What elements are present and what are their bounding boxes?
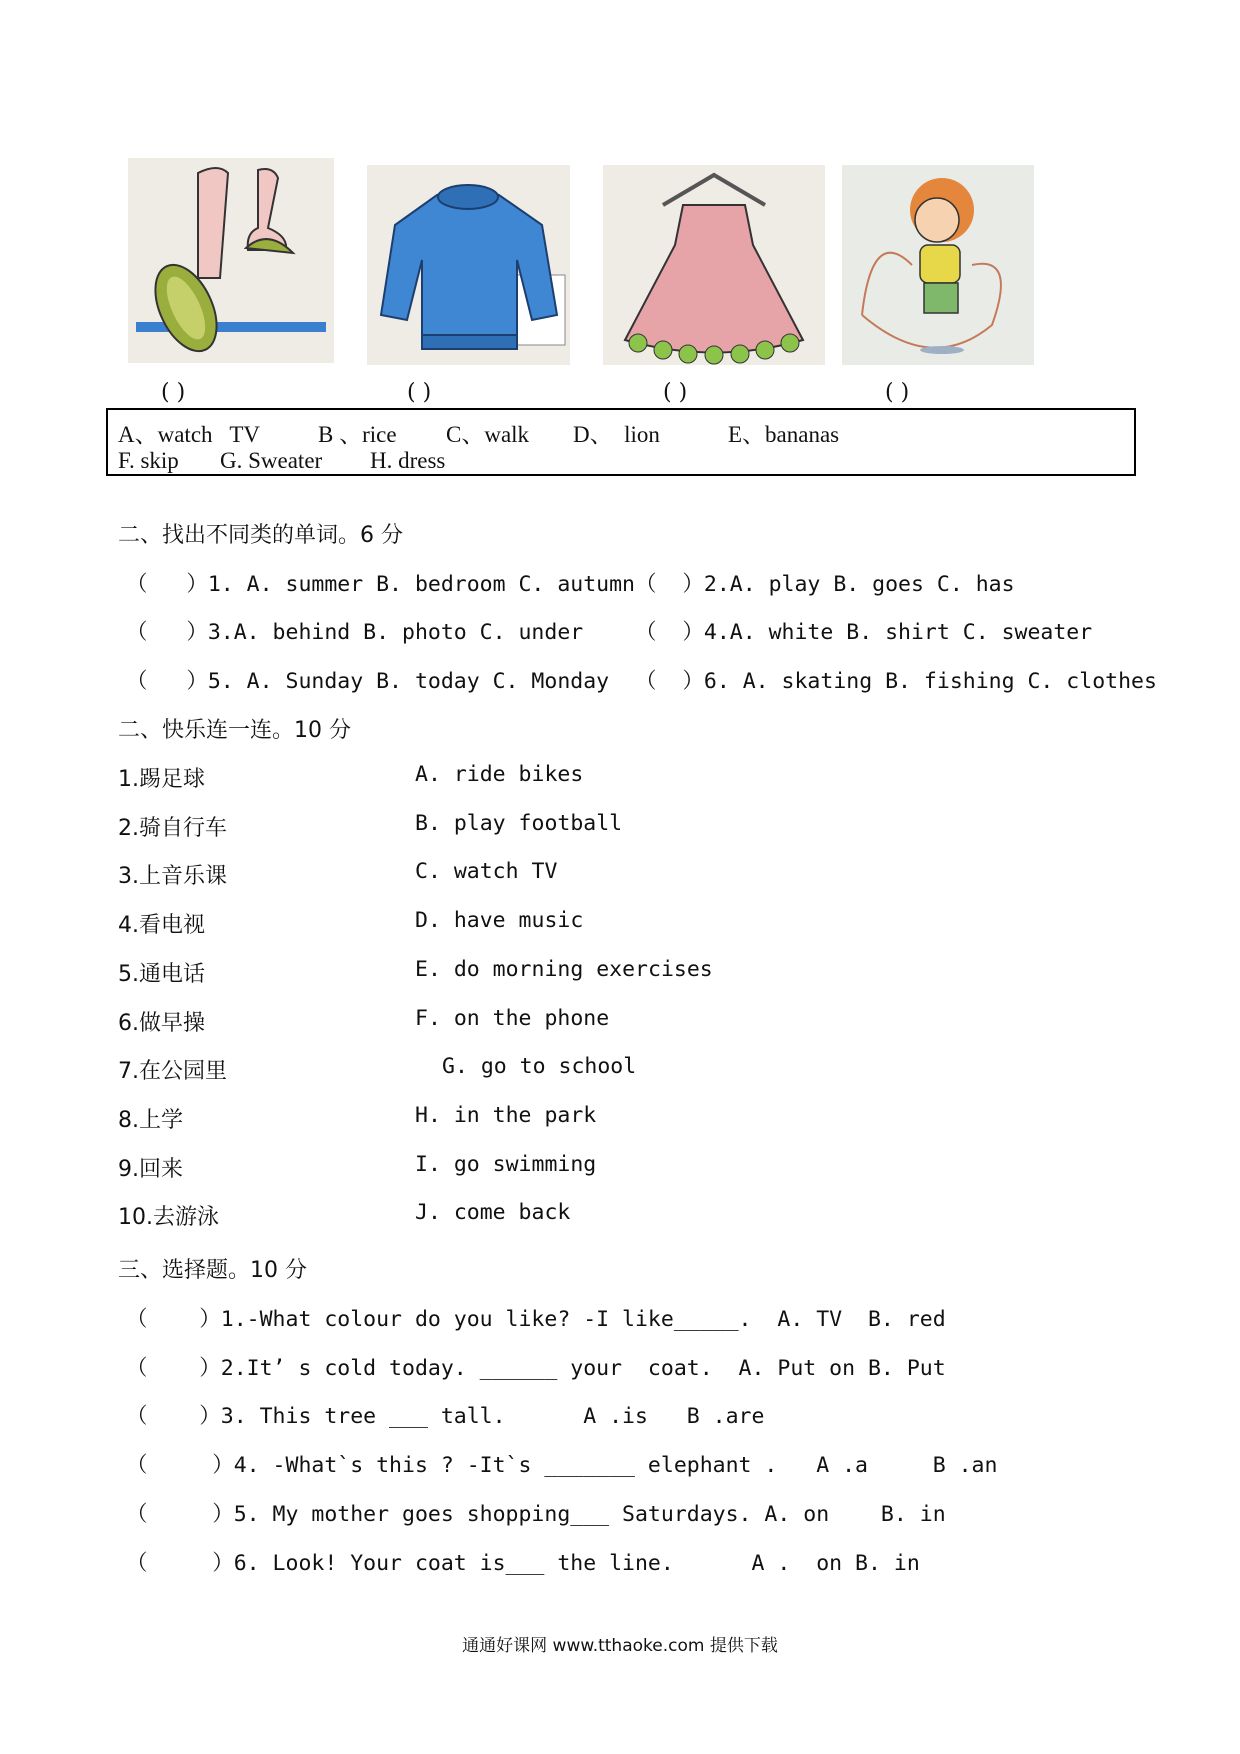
dress-picture: [603, 165, 825, 365]
matching-english-item[interactable]: D. have music: [415, 908, 584, 934]
option-g: G. Sweater: [220, 448, 323, 473]
matching-chinese-item[interactable]: 5.通电话: [118, 961, 205, 987]
matching-english-item[interactable]: E. do morning exercises: [415, 956, 713, 982]
option-f: F. skip: [118, 448, 179, 473]
option-e: E、bananas: [728, 422, 840, 447]
odd-one-out-line-2[interactable]: （ ）3.A. behind B. photo C. under （ ）4.A. white B. shirt C. sweater: [126, 620, 1093, 645]
matching-chinese-item[interactable]: 3.上音乐课: [118, 864, 227, 890]
dress-icon: [603, 165, 825, 365]
picture-answer-1[interactable]: ( ): [161, 380, 186, 405]
matching-english-item[interactable]: C. watch TV: [415, 859, 558, 885]
matching-chinese-item[interactable]: 9.回来: [118, 1156, 183, 1182]
feet-walking-picture: [128, 158, 334, 363]
option-h: H. dress: [370, 448, 446, 473]
odd-one-out-line-1[interactable]: （ ）1. A. summer B. bedroom C. autumn（ ）2.A. play B. goes C. has: [126, 572, 1015, 597]
sweater-icon: [367, 165, 570, 365]
choice-question-2[interactable]: （ ）2.It’ s cold today. ______ your coat. A. Put on B. Put: [126, 1356, 946, 1381]
matching-english-item[interactable]: A. ride bikes: [415, 762, 584, 787]
matching-chinese-item[interactable]: 1.踢足球: [118, 767, 205, 792]
choice-question-1[interactable]: （ ）1.-What colour do you like? -I like_____. A. TV B. red: [126, 1307, 946, 1332]
option-c: C、walk: [446, 422, 530, 447]
picture-answer-2[interactable]: ( ): [407, 380, 432, 405]
choice-question-6[interactable]: （ ）6. Look! Your coat is___ the line. A . on B. in: [126, 1551, 920, 1576]
section-matching-heading: 二、快乐连一连。10 分: [118, 718, 351, 743]
matching-chinese-item[interactable]: 2.骑自行车: [118, 815, 227, 841]
girl-skipping-picture: [842, 165, 1034, 365]
matching-english-item[interactable]: H. in the park: [415, 1102, 597, 1128]
feet-walking-icon: [128, 158, 334, 363]
matching-english-item[interactable]: J. come back: [415, 1200, 571, 1226]
section-odd-one-out-heading: 二、找出不同类的单词。6 分: [118, 523, 403, 548]
word-options-box: [106, 408, 1136, 476]
picture-answer-row: [0, 380, 1240, 410]
matching-chinese-item[interactable]: 10.去游泳: [118, 1205, 219, 1231]
picture-answer-3[interactable]: ( ): [663, 380, 688, 405]
matching-chinese-item[interactable]: 7.在公园里: [118, 1059, 227, 1085]
matching-english-item[interactable]: B. play football: [415, 810, 623, 836]
option-a: A、watch TV: [118, 422, 261, 447]
picture-answer-4[interactable]: ( ): [885, 380, 910, 405]
matching-chinese-item[interactable]: 6.做早操: [118, 1010, 205, 1036]
matching-english-item[interactable]: F. on the phone: [415, 1005, 610, 1031]
matching-chinese-item[interactable]: 8.上学: [118, 1107, 183, 1133]
choice-question-4[interactable]: （ ）4. -What`s this ? -It`s _______ elephant . A .a B .an: [126, 1453, 998, 1478]
option-d: D、 lion: [573, 422, 660, 447]
choice-question-3[interactable]: （ ）3. This tree ___ tall. A .is B .are: [126, 1404, 765, 1429]
matching-chinese-item[interactable]: 4.看电视: [118, 913, 205, 939]
matching-english-item[interactable]: I. go swimming: [415, 1151, 597, 1177]
girl-skipping-icon: [842, 165, 1034, 365]
choice-question-5[interactable]: （ ）5. My mother goes shopping___ Saturdays. A. on B. in: [126, 1502, 946, 1527]
matching-english-item[interactable]: G. go to school: [442, 1054, 637, 1080]
sweater-picture: [367, 165, 570, 365]
odd-one-out-line-3[interactable]: （ ）5. A. Sunday B. today C. Monday （ ）6. A. skating B. fishing C. clothes: [126, 669, 1157, 694]
option-b: B 、rice: [318, 422, 397, 447]
section-choice-heading: 三、选择题。10 分: [118, 1258, 307, 1283]
page-footer: 通通好课网 www.tthaoke.com 提供下载: [462, 1636, 778, 1656]
